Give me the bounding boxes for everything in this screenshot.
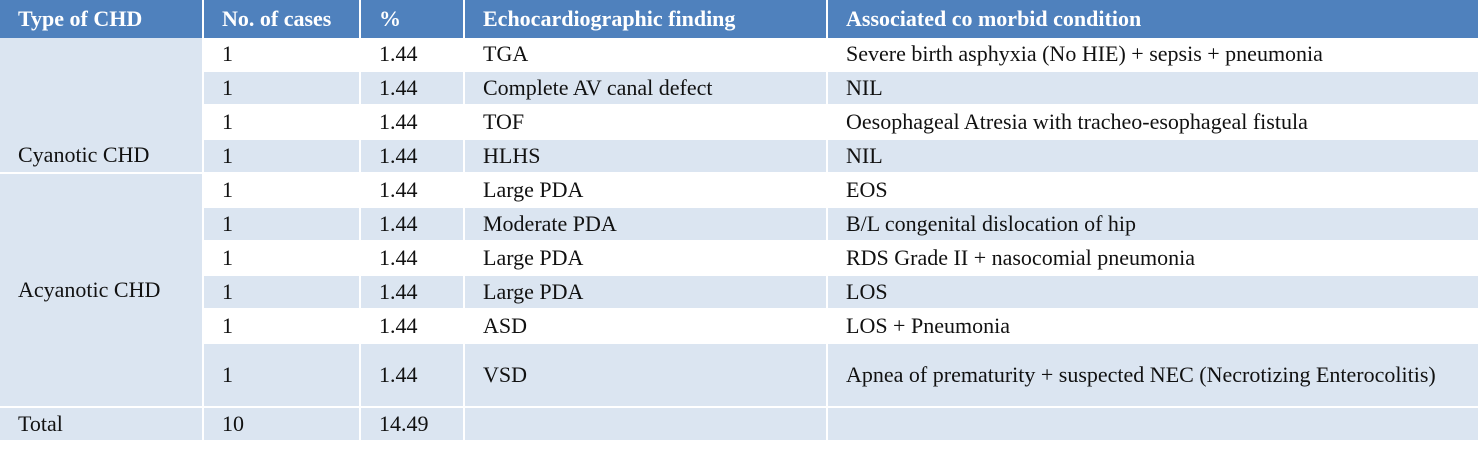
cell-finding: Large PDA xyxy=(464,275,827,309)
cell-cases: 1 xyxy=(203,139,360,173)
cell-comorbid: Severe birth asphyxia (No HIE) + sepsis + pneumonia xyxy=(827,38,1478,71)
cell-percent: 1.44 xyxy=(360,343,464,407)
total-finding xyxy=(464,407,827,441)
cell-finding: ASD xyxy=(464,309,827,343)
cell-percent: 1.44 xyxy=(360,207,464,241)
group-label-cyanotic: Cyanotic CHD xyxy=(0,38,203,173)
cell-percent: 1.44 xyxy=(360,275,464,309)
cell-percent: 1.44 xyxy=(360,173,464,207)
header-finding: Echocardiographic finding xyxy=(464,0,827,38)
cell-finding: VSD xyxy=(464,343,827,407)
total-label: Total xyxy=(0,407,203,441)
cell-finding: Moderate PDA xyxy=(464,207,827,241)
cell-percent: 1.44 xyxy=(360,139,464,173)
cell-finding: TOF xyxy=(464,105,827,139)
table-row xyxy=(0,71,1478,105)
header-cases: No. of cases xyxy=(203,0,360,38)
cell-cases: 1 xyxy=(203,207,360,241)
cell-comorbid: LOS xyxy=(827,275,1478,309)
table-row xyxy=(0,207,1478,241)
cell-cases: 1 xyxy=(203,343,360,407)
cell-finding: Large PDA xyxy=(464,241,827,275)
cell-cases: 1 xyxy=(203,275,360,309)
cell-percent: 1.44 xyxy=(360,105,464,139)
cell-finding: Complete AV canal defect xyxy=(464,71,827,105)
table-row xyxy=(0,275,1478,309)
header-comorbid: Associated co morbid condition xyxy=(827,0,1478,38)
cell-comorbid: NIL xyxy=(827,71,1478,105)
table-row xyxy=(0,38,1478,71)
cell-percent: 1.44 xyxy=(360,71,464,105)
cell-cases: 1 xyxy=(203,38,360,71)
cell-comorbid: NIL xyxy=(827,139,1478,173)
total-percent: 14.49 xyxy=(360,407,464,441)
cell-cases: 1 xyxy=(203,309,360,343)
cell-comorbid: Apnea of prematurity + suspected NEC (Necrotizing Enterocolitis) xyxy=(827,343,1478,407)
cell-cases: 1 xyxy=(203,173,360,207)
cell-cases: 1 xyxy=(203,105,360,139)
table-row xyxy=(0,309,1478,343)
cell-finding: TGA xyxy=(464,38,827,71)
table-row xyxy=(0,173,1478,207)
header-row xyxy=(0,0,1478,38)
table-row xyxy=(0,241,1478,275)
cell-percent: 1.44 xyxy=(360,241,464,275)
table-row xyxy=(0,343,1478,407)
total-comorbid xyxy=(827,407,1478,441)
cell-percent: 1.44 xyxy=(360,38,464,71)
cell-finding: HLHS xyxy=(464,139,827,173)
table-row xyxy=(0,105,1478,139)
total-row xyxy=(0,407,1478,441)
cell-cases: 1 xyxy=(203,71,360,105)
cell-comorbid: B/L congenital dislocation of hip xyxy=(827,207,1478,241)
group-label-acyanotic: Acyanotic CHD xyxy=(0,173,203,407)
header-type: Type of CHD xyxy=(0,0,203,38)
cell-percent: 1.44 xyxy=(360,309,464,343)
cell-cases: 1 xyxy=(203,241,360,275)
cell-comorbid: RDS Grade II + nasocomial pneumonia xyxy=(827,241,1478,275)
cell-finding: Large PDA xyxy=(464,173,827,207)
total-cases: 10 xyxy=(203,407,360,441)
header-percent: % xyxy=(360,0,464,38)
table-row xyxy=(0,139,1478,173)
cell-comorbid: LOS + Pneumonia xyxy=(827,309,1478,343)
cell-comorbid: EOS xyxy=(827,173,1478,207)
cell-comorbid: Oesophageal Atresia with tracheo-esophageal fistula xyxy=(827,105,1478,139)
